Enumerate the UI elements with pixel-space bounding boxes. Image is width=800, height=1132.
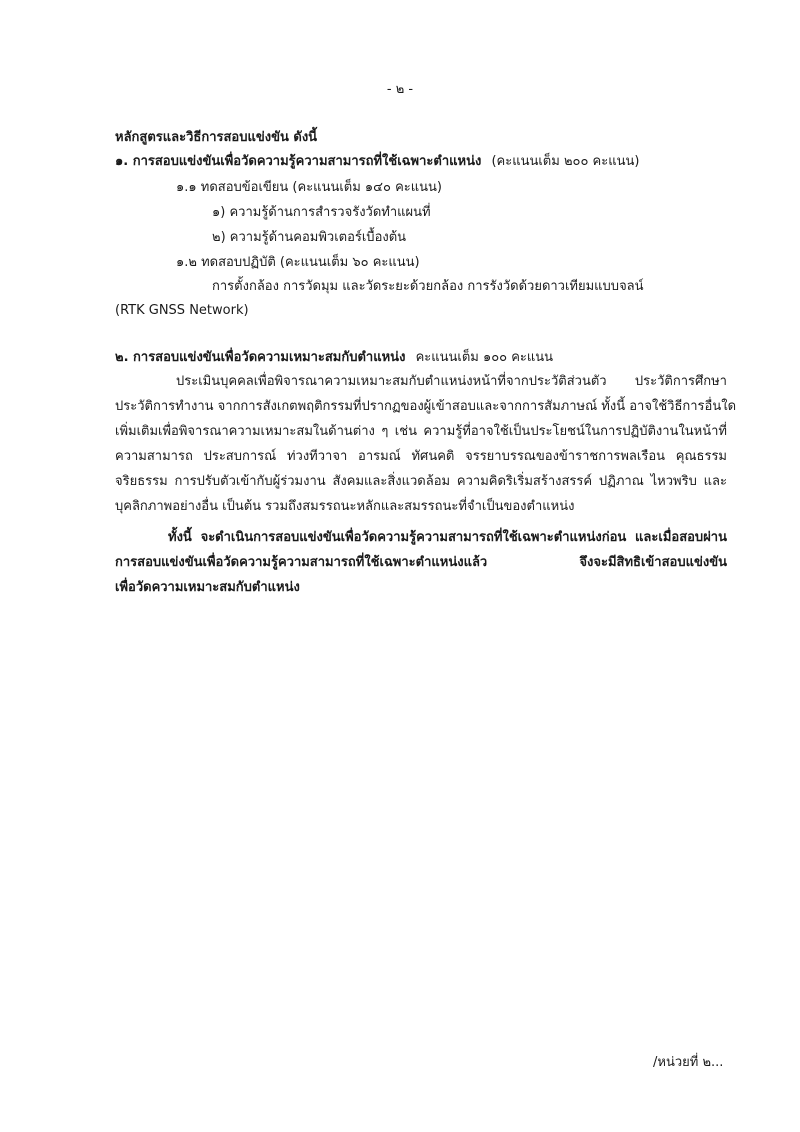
- section-1-2-description: การตั้งกล้อง การวัดมุม และวัดระยะด้วยกล้อง การรังวัดด้วยดาวเทียมแบบจลน์: [212, 279, 644, 294]
- conclusion-line: ทั้งนี้ จะดำเนินการสอบแข่งขันเพื่อวัดความรู้ความสามารถที่ใช้เฉพาะตำแหน่งก่อน และเมื่อสอบผ่าน: [168, 530, 727, 545]
- section-1-score: (คะแนนเต็ม ๒๐๐ คะแนน): [491, 154, 640, 169]
- conclusion-line: เพื่อวัดความเหมาะสมกับตำแหน่ง: [115, 580, 300, 595]
- document-heading: หลักสูตรและวิธีการสอบแข่งขัน ดังนี้: [115, 130, 318, 145]
- section-1-heading: [115, 150, 639, 174]
- section-1-1-item-1: ๑) ความรู้ด้านการสำรวจรังวัดทำแผนที่: [212, 205, 431, 220]
- section-2-paragraph-line: บุคลิกภาพอย่างอื่น เป็นต้น รวมถึงสมรรถนะหลักและสมรรถนะที่จำเป็นของตำแหน่ง: [115, 499, 575, 514]
- section-2-title: ๒. การสอบแข่งขันเพื่อวัดความเหมาะสมกับตำแหน่ง: [115, 350, 406, 365]
- section-2-paragraph-line: ความสามารถ ประสบการณ์ ท่วงทีวาจา อารมณ์ ทัศนคติ จรรยาบรรณของข้าราชการพลเรือน คุณธรรม: [115, 449, 727, 464]
- section-2-heading: [115, 346, 553, 370]
- section-2-paragraph-line: ประวัติการทำงาน จากการสังเกตพฤติกรรมที่ปรากฏของผู้เข้าสอบและจากการสัมภาษณ์ ทั้งนี้ อาจใช้วิธีการอื่นใด: [115, 399, 737, 414]
- section-1-2-title: ๑.๒ ทดสอบปฏิบัติ (คะแนนเต็ม ๖๐ คะแนน): [176, 255, 420, 270]
- page-number: - ๒ -: [386, 82, 414, 97]
- section-1-2-description-cont: (RTK GNSS Network): [115, 303, 249, 318]
- section-1-1-title: ๑.๑ ทดสอบข้อเขียน (คะแนนเต็ม ๑๔๐ คะแนน): [176, 180, 442, 195]
- section-2-score: คะแนนเต็ม ๑๐๐ คะแนน: [415, 350, 554, 365]
- section-2-paragraph-line: เพิ่มเติมเพื่อพิจารณาความเหมาะสมในด้านต่าง ๆ เช่น ความรู้ที่อาจใช้เป็นประโยชน์ในการปฏิบัติงานในหน้าที่: [115, 424, 727, 439]
- section-2-paragraph-line: จริยธรรม การปรับตัวเข้ากับผู้ร่วมงาน สังคมและสิ่งแวดล้อม ความคิดริเริ่มสร้างสรรค์ ปฏิภาณ ไหวพริบ และ: [115, 474, 727, 489]
- conclusion-line: การสอบแข่งขันเพื่อวัดความรู้ความสามารถที่ใช้เฉพาะตำแหน่งแล้ว จึงจะมีสิทธิเข้าสอบแข่งขัน: [115, 555, 727, 570]
- section-1-1-item-2: ๒) ความรู้ด้านคอมพิวเตอร์เบื้องต้น: [212, 230, 407, 245]
- section-1-title: ๑. การสอบแข่งขันเพื่อวัดความรู้ความสามารถที่ใช้เฉพาะตำแหน่ง: [115, 154, 482, 169]
- page-continuation: /หน่วยที่ ๒...: [653, 1055, 724, 1070]
- section-2-paragraph-line: ประเมินบุคคลเพื่อพิจารณาความเหมาะสมกับตำแหน่งหน้าที่จากประวัติส่วนตัว ประวัติการศึกษา: [176, 374, 727, 389]
